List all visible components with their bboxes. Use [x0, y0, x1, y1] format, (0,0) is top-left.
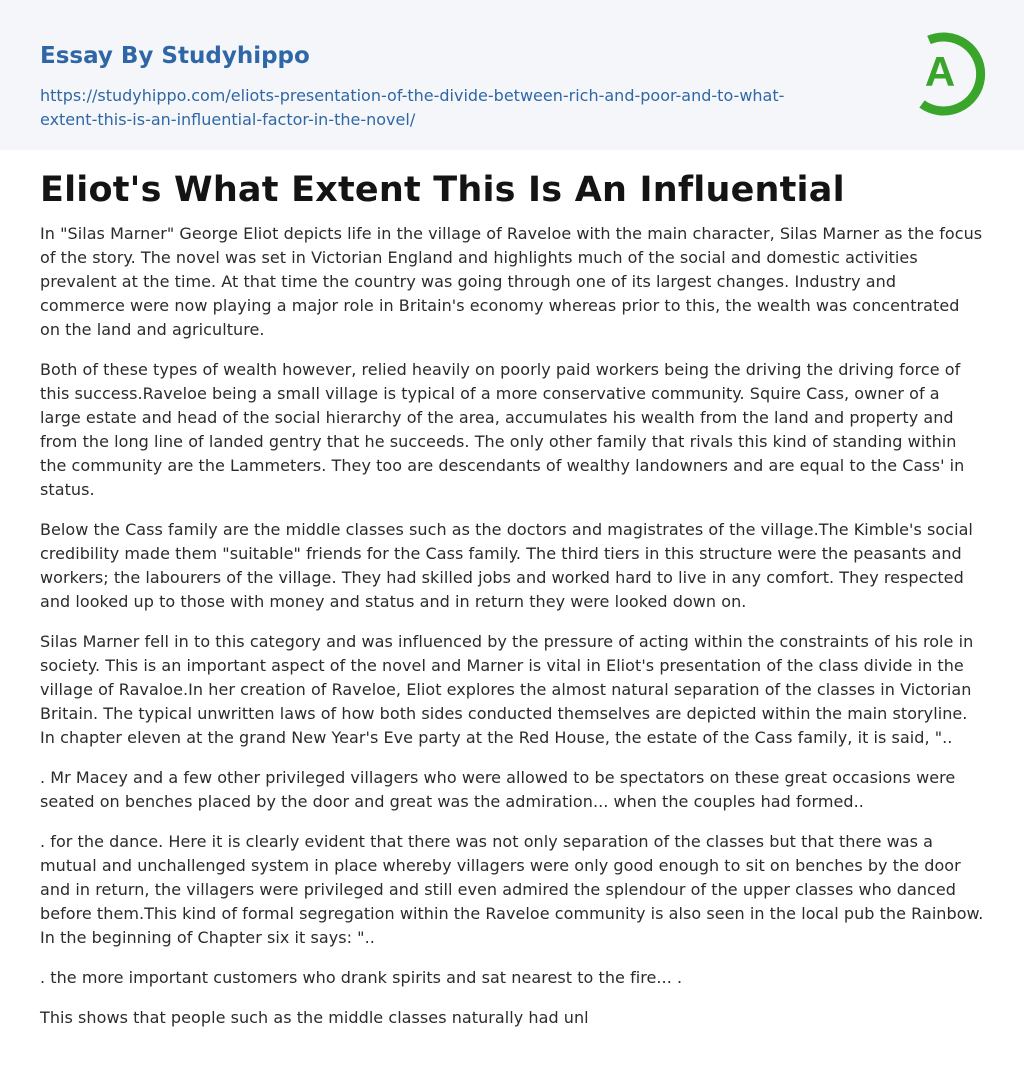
article-paragraph: . Mr Macey and a few other privileged villagers who were allowed to be spectators on these great occasions were seated on benches placed by the door and great was the admiration... when the couples had formed..	[40, 768, 956, 811]
article-paragraph: Both of these types of wealth however, relied heavily on poorly paid workers being the driving the driving force of this success.Raveloe being a small village is typical of a more conservative community. Squire Cass, owner of a large estate and head of the social hierarchy of the area, accumulates his wealth from the land and property and from the long line of landed gentry that he succeeds. The only other family that rivals this kind of standing within the community are the Lammeters. They too are descendants of wealthy landowners and are equal to the Cass' in status.	[40, 360, 965, 499]
article-content	[0, 150, 1024, 1030]
article-paragraph: . for the dance. Here it is clearly evident that there was not only separation of the classes but that there was a mutual and unchallenged system in place whereby villagers were only good enough to sit on benches by the door and in return, the villagers were privileged and still even admired the splendour of the upper classes who danced before them.This kind of formal segregation within the Raveloe community is also seen in the local pub the Rainbow. In the beginning of Chapter six it says: "..	[40, 832, 984, 947]
article-paragraph: Silas Marner fell in to this category and was influenced by the pressure of acting within the constraints of his role in society. This is an important aspect of the novel and Marner is vital in Eliot's presentation of the class divide in the village of Ravaloe.In her creation of Raveloe, Eliot explores the almost natural separation of the classes in Victorian Britain. The typical unwritten laws of how both sides conducted themselves are depicted within the main storyline. In chapter eleven at the grand New Year's Eve party at the Red House, the estate of the Cass family, it is said, "..	[40, 632, 974, 747]
studyhippo-logo-icon[interactable]	[894, 18, 1004, 128]
page-header	[0, 0, 1024, 150]
article-paragraph: This shows that people such as the middle classes naturally had unl	[40, 1008, 589, 1027]
article-paragraph: Below the Cass family are the middle classes such as the doctors and magistrates of the village.The Kimble's social credibility made them "suitable" friends for the Cass family. The third tiers in this structure were the peasants and workers; the labourers of the village. They had skilled jobs and worked hard to live in any comfort. They respected and looked up to those with money and status and in return they were looked down on.	[40, 520, 973, 611]
source-url-link[interactable]: https://studyhippo.com/eliots-presentation-of-the-divide-between-rich-and-poor-and-to-what-extent-this-is-an-influential-factor-in-the-novel/	[40, 86, 785, 129]
brand-title: Essay By Studyhippo	[40, 43, 310, 69]
logo-letter: A	[924, 48, 956, 95]
article-title: Eliot's What Extent This Is An Influential	[40, 170, 845, 210]
article-paragraph: In "Silas Marner" George Eliot depicts life in the village of Raveloe with the main character, Silas Marner as the focus of the story. The novel was set in Victorian England and highlights much of the social and domestic activities prevalent at the time. At that time the country was going through one of its largest changes. Industry and commerce were now playing a major role in Britain's economy whereas prior to this, the wealth was concentrated on the land and agriculture.	[40, 224, 983, 339]
article-paragraph: . the more important customers who drank spirits and sat nearest to the fire... .	[40, 968, 683, 987]
